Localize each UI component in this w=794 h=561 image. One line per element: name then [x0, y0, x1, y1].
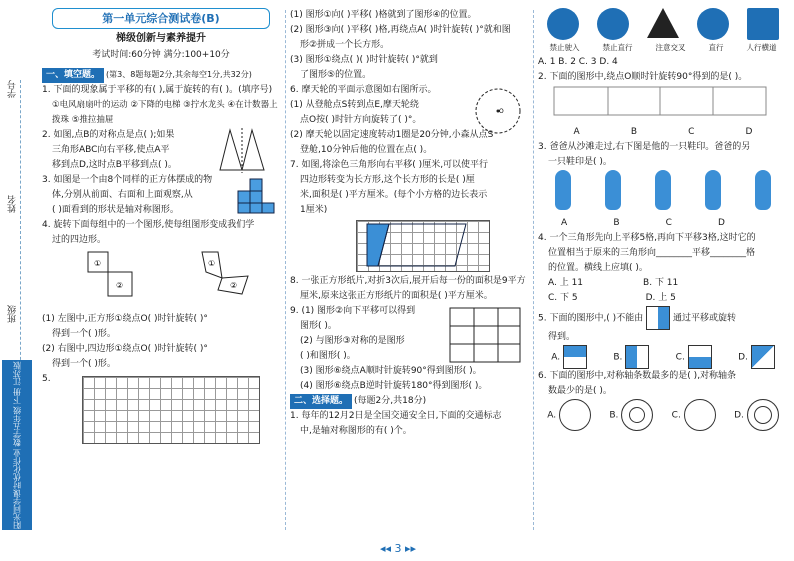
- option-label: C: [665, 218, 672, 228]
- option-label: B.: [609, 410, 619, 421]
- svg-text:O: O: [499, 108, 504, 115]
- svg-text:②: ②: [116, 281, 124, 290]
- question-5: [42, 372, 280, 387]
- column-divider: [533, 10, 535, 530]
- q2-line-2: 三角形ABC向右平移,使点A平: [52, 145, 170, 155]
- sign-label: 直行: [708, 43, 724, 52]
- circle-option-icon: [621, 399, 653, 431]
- q4-line-2: 过的四边形。: [52, 235, 107, 245]
- circle-option-icon: [747, 399, 779, 431]
- choice-4: 4. 一个三角形先向上平移5格,再向下平移3格,这时它的: [538, 233, 756, 243]
- q9-part-3: (3) 图形⑥绕点A顺时针旋转90°得到图形( )。: [300, 366, 482, 376]
- svg-text:②: ②: [230, 281, 238, 290]
- question-3: [42, 173, 280, 218]
- cube-stack-figure: [236, 173, 276, 215]
- page-number: ◂◂ 3 ▸▸: [380, 542, 417, 555]
- q9-line-2: 图形( )。: [300, 321, 337, 331]
- q5-grid: [82, 376, 260, 444]
- option-label: B: [630, 127, 637, 137]
- q4-part-1: (1) 左图中,正方形①绕点O( )时针旋转( )°: [42, 314, 208, 324]
- sign-label: 禁止直行: [602, 43, 633, 52]
- option-label: C.: [675, 352, 685, 363]
- cut-line: [20, 80, 22, 380]
- section-heading: [42, 67, 280, 83]
- q9-part-4: (4) 图形⑥绕点B逆时针旋转180°得到图形( )。: [300, 381, 488, 391]
- section-2-note: (每题2分,共18分): [354, 396, 427, 406]
- choice-4-row-2: [538, 291, 788, 306]
- column-3: [538, 8, 788, 431]
- q9-line-1: 9. (1) 图形②向下平移可以得到: [290, 306, 416, 316]
- class-label: 班级: [8, 305, 18, 323]
- choice-5b: 得到。: [548, 332, 576, 342]
- choice-5-options: [538, 345, 788, 369]
- choice-6b: 数最少的是( )。: [548, 386, 612, 396]
- question-1-options: ①电风扇扇叶的运动 ②下降的电梯 ③拧水龙头 ④在计数器上拨珠 ⑤推拉抽屉: [52, 100, 278, 125]
- choice-2: 2. 下面的图形中,绕点O顺时针旋转90°得到的是( )。: [538, 72, 748, 82]
- q7-line-4: 1厘米): [300, 205, 328, 215]
- q6-part-2: (2) 摩天轮以固定速度转动1圈是20分钟,小森从点S: [290, 130, 494, 140]
- test-title: 第一单元综合测试卷(B): [52, 8, 270, 29]
- option-label: D: [717, 218, 725, 228]
- triangle-figure: [218, 128, 278, 173]
- column-2: [290, 8, 530, 439]
- question-7: 7. 如图,将涂色三角形向右平移( )厘米,可以使平行: [290, 160, 489, 170]
- q5-number: 5.: [42, 374, 51, 384]
- option-label: C: [688, 127, 695, 137]
- circle-option-icon: [559, 399, 591, 431]
- choice-5-text2: 通过平移或旋转: [672, 313, 736, 324]
- question-4: 4. 旋转下面每组中的一个图形,使每组图形变成我们学: [42, 220, 255, 230]
- q7-figure: [290, 218, 530, 274]
- section-2-heading: [290, 394, 530, 409]
- shoeprint-options: [538, 170, 788, 216]
- rotation-figures: [42, 248, 272, 306]
- crossroad-warning-sign-icon: [647, 8, 679, 38]
- q5-part-2b: 形②拼成一个长方形。: [300, 40, 390, 50]
- no-straight-sign-icon: [597, 8, 629, 40]
- q6-line-1: 6. 摩天轮的平面示意图如右图所示。: [290, 85, 437, 95]
- q7-line-2: 四边形转变为长方形,这个长方形的长是( )厘: [300, 175, 475, 185]
- q5-part-2: (2) 图形③向( )平移( )格,再绕点A( )时针旋转( )°就和图: [290, 25, 511, 35]
- q5-part-3b: 了图形⑤的位置。: [300, 70, 372, 80]
- q3-line-3: ( )面看到的形状是轴对称图形。: [52, 205, 179, 215]
- column-1: [42, 8, 280, 387]
- choice-1-options: A. 1 B. 2 C. 3 D. 4: [538, 57, 618, 67]
- q9-line-4: ( )和图形( )。: [300, 351, 356, 361]
- binding-sidebar: [0, 0, 36, 561]
- q8-line-2: 厘米,原来这张正方形纸片的面积是( )平方厘米。: [300, 291, 493, 301]
- option-label: A.: [547, 410, 557, 421]
- reference-square-icon: [646, 306, 670, 330]
- square-option-icon: [563, 345, 587, 369]
- choice-2-labels: [538, 125, 788, 140]
- q3-line-2: 体,分别从前面、右面和上面观察,从: [52, 190, 193, 200]
- q9-puzzle-figure: [448, 306, 522, 364]
- q5-part-1: (1) 图形①向( )平移( )格就到了图形④的位置。: [290, 10, 477, 20]
- choice-1: 1. 每年的12月2日是全国交通安全日,下面的交通标志: [290, 411, 502, 421]
- option-label: D.: [738, 352, 748, 363]
- section-2-title: 二、选择题。: [290, 394, 352, 409]
- choice-3b: 一只鞋印是( )。: [548, 157, 612, 167]
- option-label: A: [573, 127, 580, 137]
- choice-6: 6. 下面的图形中,对称轴条数最多的是( ),对称轴条: [538, 371, 737, 381]
- test-meta: 考试时间:60分钟 满分:100+10分: [92, 50, 230, 60]
- section-1-title: 一、填空题。: [42, 68, 104, 83]
- option-label: B.: [613, 352, 623, 363]
- column-divider: [285, 10, 287, 530]
- choice-6-options: [538, 399, 788, 431]
- straight-sign-icon: [697, 8, 729, 40]
- sign-label: 注意交叉: [655, 43, 686, 52]
- name-label: 姓名: [8, 195, 18, 213]
- question-6: [290, 83, 530, 128]
- option-label: C.: [671, 410, 681, 421]
- option-b: B. 下 11: [643, 278, 679, 288]
- choice-2-figures: [538, 85, 783, 119]
- choice-4-row-1: [538, 276, 788, 291]
- option-a: A. 上 11: [548, 278, 584, 288]
- q3-line-1: 3. 如图是一个由8个同样的正方体摆成的物: [42, 175, 213, 185]
- choice-4c: 的位置。横线上应填( )。: [548, 263, 648, 273]
- traffic-signs-labels: [538, 40, 788, 55]
- section-1-note: (第3、8题每题2分,其余每空1分,共32分): [106, 70, 252, 79]
- traffic-signs-row: [538, 8, 788, 40]
- crosswalk-sign-icon: [747, 8, 779, 40]
- square-option-icon: [688, 345, 712, 369]
- q2-line-1: 2. 如图,点B的对称点是点( );如果: [42, 130, 175, 140]
- question-1: 1. 下面的现象属于平移的有( ),属于旋转的有( )。(填序号): [42, 85, 273, 95]
- circle-option-icon: [684, 399, 716, 431]
- choice-3: 3. 爸爸从沙滩走过,右下图是他的一只鞋印。爸爸的另: [538, 142, 751, 152]
- question-2: [42, 128, 280, 173]
- svg-text:①: ①: [94, 259, 102, 268]
- option-label: D: [745, 127, 753, 137]
- choice-5: [538, 306, 788, 330]
- question-9: [290, 304, 530, 364]
- q4-part-2: (2) 右图中,四边形①绕点O( )时针旋转( )°: [42, 344, 208, 354]
- q7-line-3: 米,面积是( )平方厘米。(每个小方格的边长表示: [300, 190, 488, 200]
- q5-part-3: (3) 图形①绕点( )( )时针旋转( )°就到: [290, 55, 438, 65]
- choice-5-text: 5. 下面的图形中,( )不能由: [538, 313, 644, 324]
- brand-strip: 阳光同学课时优化作业 数学五年级 下册 江苏版: [2, 360, 32, 530]
- no-entry-sign-icon: [547, 8, 579, 40]
- svg-text:①: ①: [208, 259, 216, 268]
- choice-4b: 位置相当于原来的三角形向________平移________格: [548, 248, 756, 258]
- q6-line-3: 点O按( )时针方向旋转了( )°。: [300, 115, 422, 125]
- q4-part-2b: 得到一个( )形。: [52, 359, 116, 369]
- ferris-wheel-figure: [468, 85, 526, 135]
- option-label: B: [613, 218, 620, 228]
- test-subtitle: 梯级创新与素养提升: [116, 33, 206, 44]
- square-option-icon: [625, 345, 649, 369]
- choice-1b: 中,是轴对称图形的有( )个。: [300, 426, 412, 436]
- option-label: D.: [734, 410, 744, 421]
- square-option-icon: [751, 345, 775, 369]
- q6-part-2b: 登舱,10分钟后他的位置在点( )。: [300, 145, 433, 155]
- option-label: A: [561, 218, 568, 228]
- q6-line-2: (1) 从登舱点S转到点E,摩天轮绕: [290, 100, 419, 110]
- student-id-label: 学号: [8, 80, 18, 98]
- q2-line-3: 移到点D,这时点B平移到点( )。: [52, 160, 177, 170]
- question-8: 8. 一张正方形纸片,对折3次后,展开后每一份的面积是9平方: [290, 276, 526, 286]
- q4-part-1b: 得到一个( )形。: [52, 329, 116, 339]
- option-c: C. 下 5: [548, 293, 578, 303]
- shoeprint-labels: [538, 216, 788, 231]
- q9-line-3: (2) 与图形③对称的是图形: [300, 336, 405, 346]
- option-label: A.: [551, 352, 561, 363]
- option-d: D. 上 5: [645, 293, 676, 303]
- sign-label: 人行横道: [746, 43, 777, 52]
- sign-label: 禁止驶入: [549, 43, 580, 52]
